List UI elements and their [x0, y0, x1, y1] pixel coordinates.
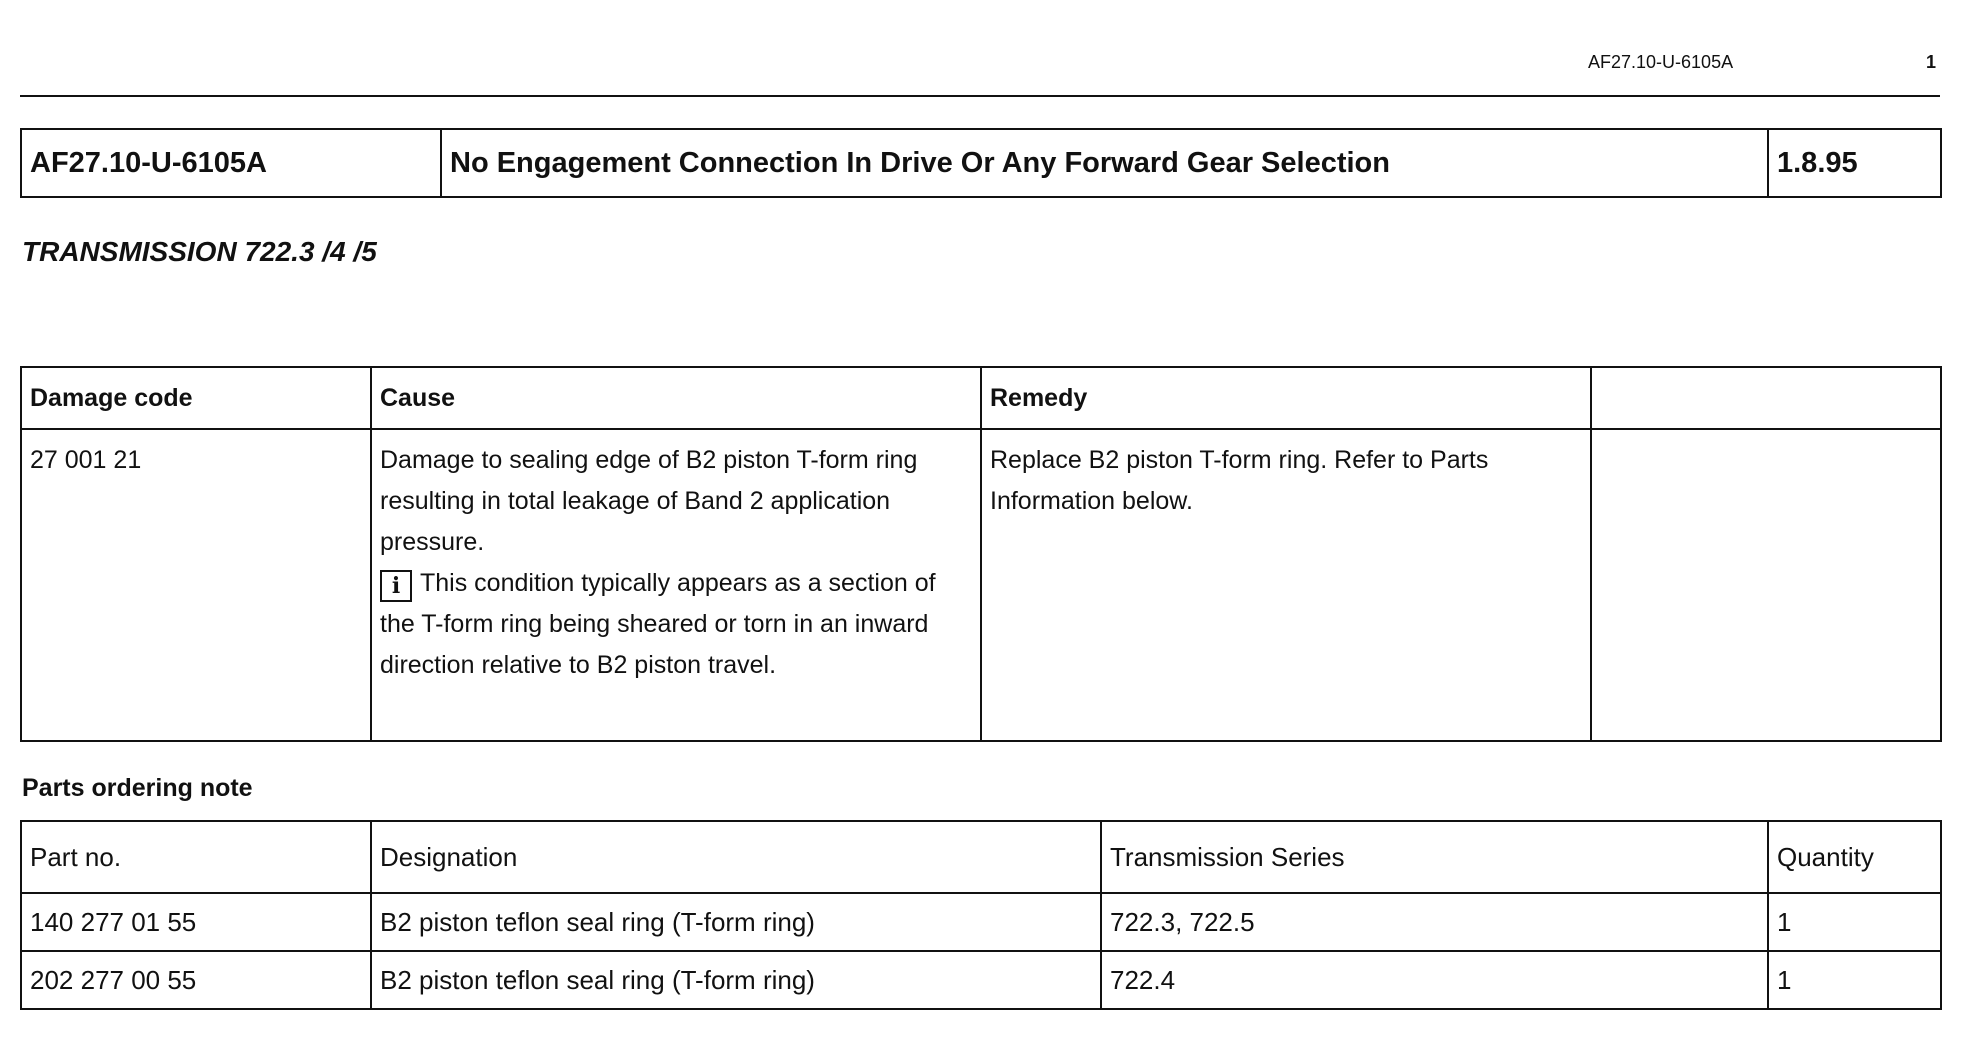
transmission-series: 722.3, 722.5 [1101, 893, 1768, 951]
header-divider [20, 95, 1940, 97]
info-icon: i [380, 570, 412, 602]
parts-section-label: Parts ordering note [22, 774, 253, 802]
transmission-subtitle: TRANSMISSION 722.3 /4 /5 [22, 236, 377, 267]
col-series: Transmission Series [1101, 821, 1768, 893]
title-doc-id: AF27.10-U-6105A [21, 129, 441, 197]
table-row [21, 951, 1941, 1009]
col-quantity: Quantity [1768, 821, 1941, 893]
damage-table [20, 366, 1942, 742]
page-number: 1 [1925, 52, 1936, 72]
info-note: This condition typically appears as a section of the T-form ring being sheared or torn in an inward direction relative to B2 piston travel. [380, 569, 936, 679]
page-header [1580, 52, 1940, 82]
col-cause: Cause [371, 367, 981, 429]
remedy-cell: Replace B2 piston T-form ring. Refer to Parts Information below. [981, 429, 1591, 741]
cause-text: Damage to sealing edge of B2 piston T-form ring resulting in total leakage of Band 2 application pressure. [380, 446, 918, 556]
damage-code: 27 001 21 [21, 429, 371, 741]
col-damage-code: Damage code [21, 367, 371, 429]
transmission-series: 722.4 [1101, 951, 1768, 1009]
extra-cell [1591, 429, 1941, 741]
quantity: 1 [1768, 893, 1941, 951]
document-date: 1.8.95 [1768, 129, 1941, 197]
table-row [21, 429, 1941, 741]
designation: B2 piston teflon seal ring (T-form ring) [371, 893, 1101, 951]
part-no: 202 277 00 55 [21, 951, 371, 1009]
col-designation: Designation [371, 821, 1101, 893]
header-doc-id: AF27.10-U-6105A [1588, 52, 1734, 72]
col-blank [1591, 367, 1941, 429]
parts-table [20, 820, 1942, 1010]
document-title: No Engagement Connection In Drive Or Any Forward Gear Selection [441, 129, 1768, 197]
title-block [20, 128, 1942, 198]
damage-table-header [21, 367, 1941, 429]
quantity: 1 [1768, 951, 1941, 1009]
col-part-no: Part no. [21, 821, 371, 893]
cause-cell [371, 429, 981, 741]
table-row [21, 893, 1941, 951]
col-remedy: Remedy [981, 367, 1591, 429]
designation: B2 piston teflon seal ring (T-form ring) [371, 951, 1101, 1009]
part-no: 140 277 01 55 [21, 893, 371, 951]
parts-table-header [21, 821, 1941, 893]
